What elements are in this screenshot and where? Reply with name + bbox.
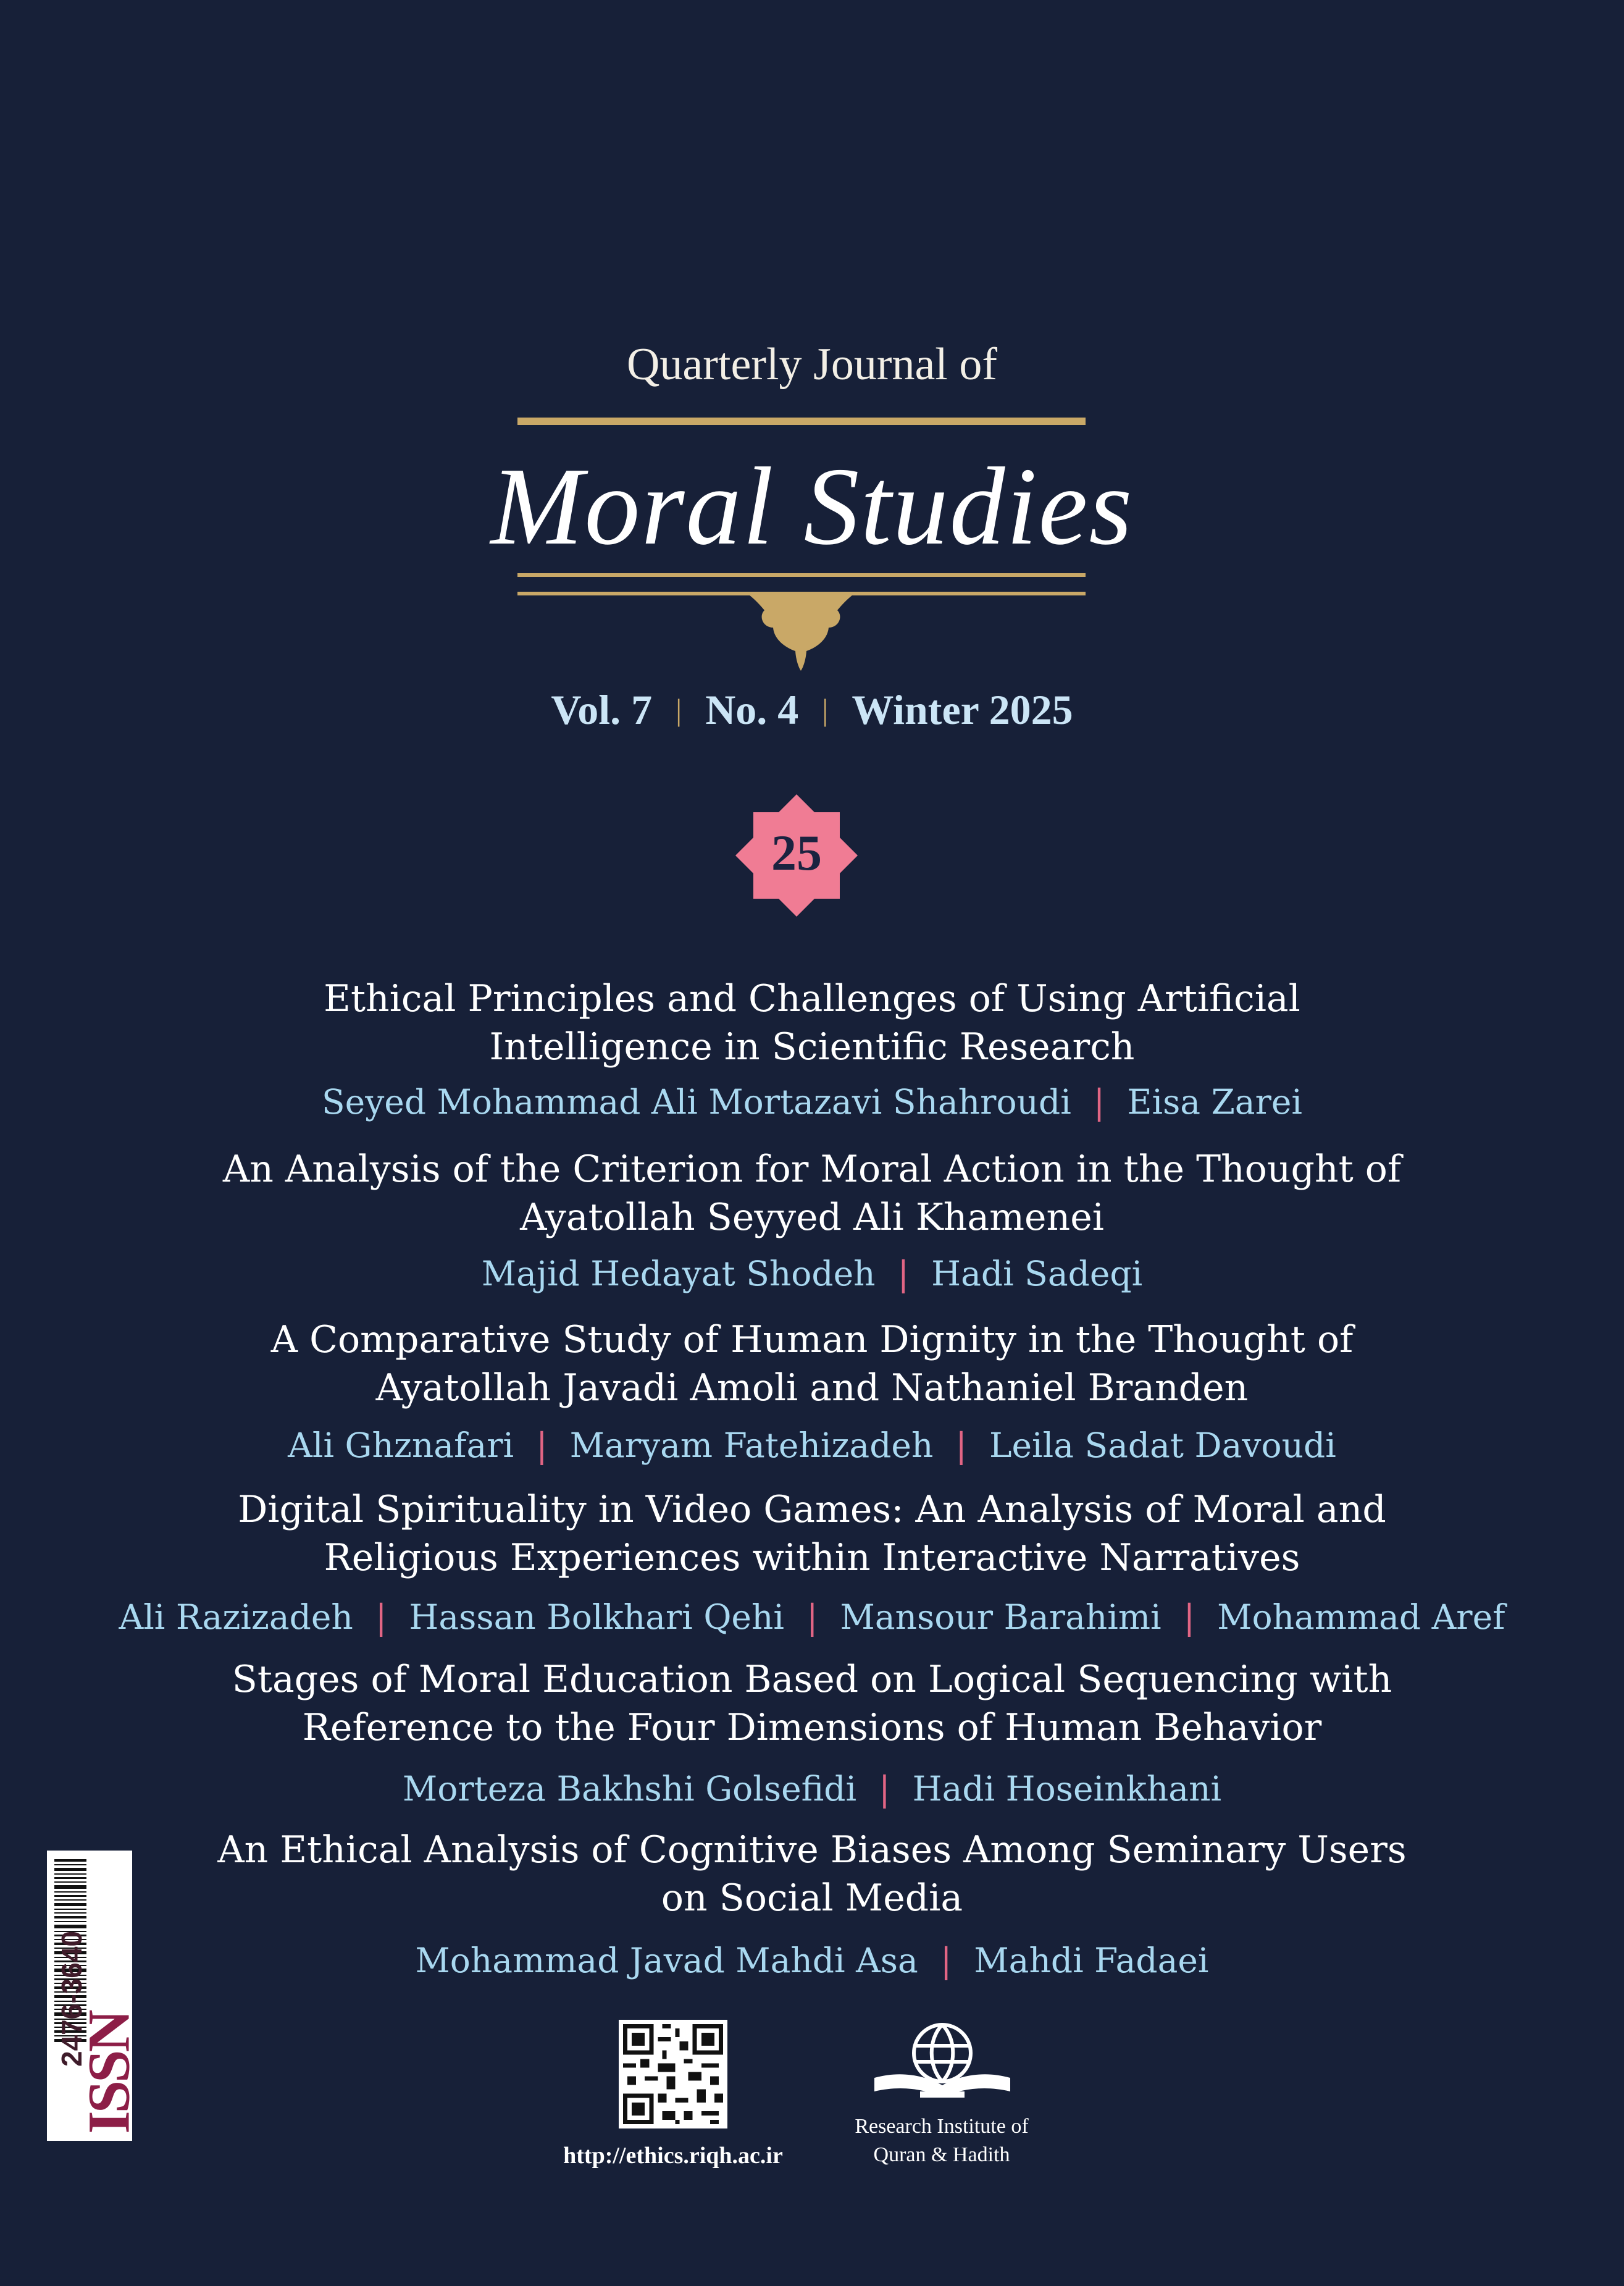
article-title: An Analysis of the Criterion for Moral Action in the Thought of Ayatollah Seyyed Ali Khamenei [222, 1148, 1402, 1239]
article-title: Ethical Principles and Challenges of Using Artificial Intelligence in Scientific Research [324, 977, 1300, 1069]
article-title: A Comparative Study of Human Dignity in the Thought of Ayatollah Javadi Amoli and Nathaniel Branden [270, 1318, 1354, 1410]
article-authors: Seyed Mohammad Ali Mortazavi Shahroudi | Eisa Zarei [321, 1082, 1303, 1122]
article-authors: Morteza Bakhshi Golsefidi | Hadi Hoseinkhani [402, 1769, 1222, 1809]
volume-label: Vol. 7 [551, 686, 653, 733]
article-title: Stages of Moral Education Based on Logical Sequencing with Reference to the Four Dimensions of Human Behavior [232, 1658, 1392, 1749]
institute-name: Research Institute of Quran & Hadith [855, 2115, 1029, 2166]
issue-badge [730, 789, 863, 922]
journal-prefix: Quarterly Journal of [626, 339, 998, 390]
season-label: Winter 2025 [852, 686, 1073, 733]
article-authors: Mohammad Javad Mahdi Asa | Mahdi Fadaei [415, 1941, 1209, 1980]
article-authors: Ali Ghznafari | Maryam Fatehizadeh | Leila Sadat Davoudi [288, 1426, 1336, 1465]
gold-rule-top [517, 418, 1086, 425]
article-authors: Ali Razizadeh | Hassan Bolkhari Qehi | Mansour Barahimi | Mohammad Aref [119, 1597, 1505, 1637]
issue-separator: | [676, 692, 682, 727]
gold-ornament-icon [745, 592, 857, 672]
issn-number: 2476-3640 [56, 1931, 88, 2067]
issue-line [0, 686, 1624, 734]
journal-website-link[interactable]: http://ethics.riqh.ac.ir [563, 2143, 783, 2169]
article-authors: Majid Hedayat Shodeh | Hadi Sadeqi [481, 1254, 1143, 1293]
institute-logo-icon [863, 2017, 1021, 2122]
issue-separator: | [822, 692, 829, 727]
issue-badge-number: 25 [771, 825, 822, 881]
gold-rule-middle [517, 573, 1086, 577]
article-title: An Ethical Analysis of Cognitive Biases Among Seminary Users on Social Media [217, 1828, 1407, 1920]
number-label: No. 4 [705, 686, 799, 733]
qr-code-icon [619, 2020, 727, 2128]
issn-barcode [47, 1851, 142, 2141]
issn-label: ISSN [75, 2012, 142, 2134]
article-title: Digital Spirituality in Video Games: An Analysis of Moral and Religious Experiences within Interactive Narratives [238, 1488, 1386, 1579]
journal-title: Moral Studies [490, 445, 1134, 568]
